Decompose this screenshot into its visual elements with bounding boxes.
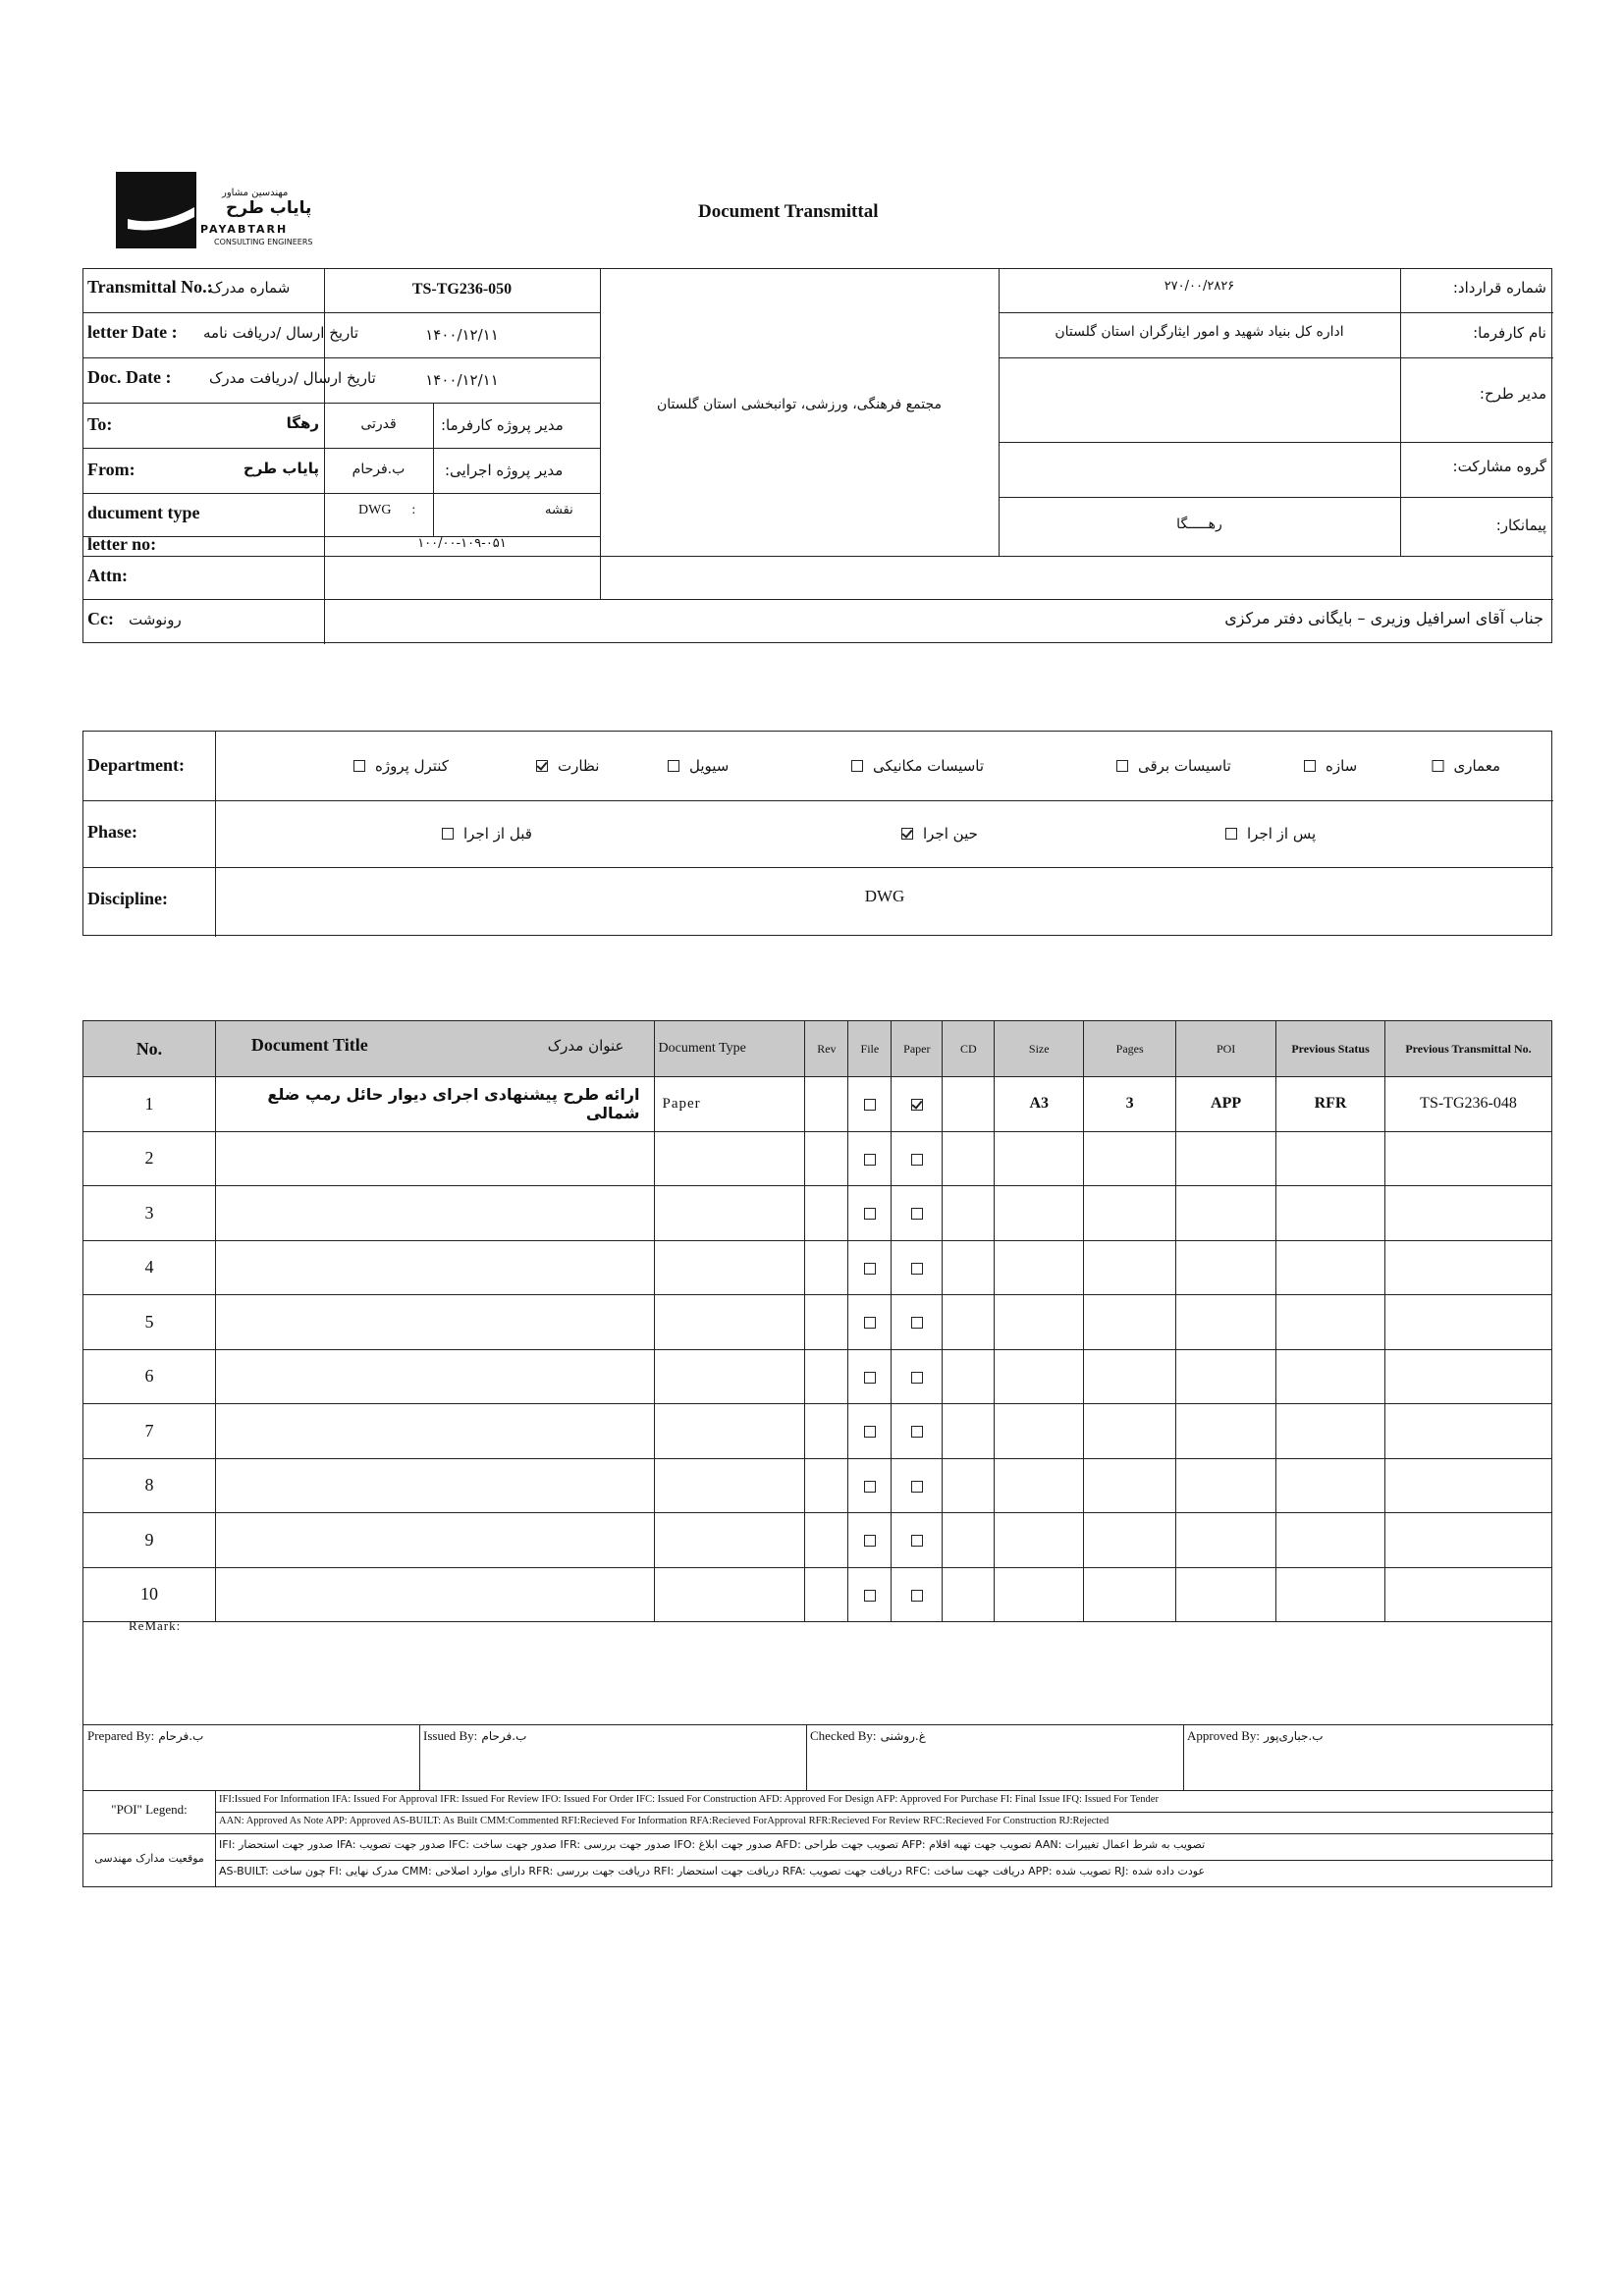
row-poi[interactable] [1176,1349,1276,1404]
doc-type-value: DWG : [358,503,416,517]
logo-fa-name: پایاب طرح [226,198,312,218]
row-file [848,1567,892,1622]
row-type[interactable] [654,1458,805,1513]
row-paper [892,1567,943,1622]
phase-option-before[interactable]: قبل از اجرا [442,800,532,867]
checkbox-icon[interactable] [864,1590,876,1602]
col-no: No. [83,1021,216,1077]
row-poi[interactable] [1176,1131,1276,1186]
row-file [848,1404,892,1459]
row-prev-transmittal[interactable] [1385,1513,1552,1568]
row-prev-transmittal[interactable] [1385,1295,1552,1350]
row-pages[interactable] [1084,1349,1176,1404]
doc-type-fa: نقشه [545,503,573,517]
checkbox-icon[interactable] [536,760,548,772]
checkbox-icon[interactable] [864,1263,876,1275]
page-title: Document Transmittal [698,201,879,222]
row-cd[interactable] [943,1404,995,1459]
status-legend-line1: IFI: صدور جهت استحضار IFA: صدور جهت تصویب IFC: صدور جهت ساخت IFR: صدور جهت بررسی IFO: صدور جهت ابلاغ AFD: تصویب جهت طراحی AFP: تصویب جهت تهیه اقلام AAN: تصویب به شرط اعمال تغییرات [219,1838,1206,1851]
row-title[interactable] [215,1458,654,1513]
contract-no-value: ۲۷۰/۰۰/۲۸۲۶ [1164,279,1235,294]
row-pages[interactable] [1084,1131,1176,1186]
col-prev-transmittal: Previous Transmittal No. [1385,1021,1552,1077]
remark-value[interactable] [241,1620,1517,1718]
row-prev-transmittal[interactable] [1385,1240,1552,1295]
cc-label-fa: رونوشت [129,611,182,628]
row-title[interactable] [215,1567,654,1622]
row-prev-transmittal[interactable] [1385,1349,1552,1404]
row-poi[interactable]: APP [1176,1077,1276,1132]
row-cd[interactable] [943,1186,995,1241]
from-label: From: [87,460,135,479]
row-no: 2 [83,1131,216,1186]
row-paper [892,1349,943,1404]
row-pages[interactable] [1084,1240,1176,1295]
row-rev[interactable] [805,1404,848,1459]
row-rev[interactable] [805,1513,848,1568]
phase-label: Phase: [87,822,137,842]
row-type[interactable] [654,1404,805,1459]
row-prev-transmittal[interactable] [1385,1458,1552,1513]
row-no: 3 [83,1186,216,1241]
logo-fa-small: مهندسین مشاور [222,188,289,198]
row-type[interactable] [654,1349,805,1404]
poi-legend-line1: IFI:Issued For Information IFA: Issued For Approval IFR: Issued For Review IFO: Issued For Order IFC: Issued For Construction AFD: Approved For Design AFP: Approved For Purchase FI: Final Issue IFQ: Issued For Tender [219,1794,1159,1805]
checkbox-icon[interactable] [911,1154,923,1166]
col-pages: Pages [1084,1021,1176,1077]
row-file [848,1077,892,1132]
row-paper [892,1240,943,1295]
col-size: Size [995,1021,1084,1077]
department-option-structure[interactable]: سازه [1304,732,1357,800]
from-value: پایاب طرح [243,460,319,477]
row-file [848,1458,892,1513]
letter-no-label: letter no: [87,534,157,554]
row-prev-transmittal[interactable] [1385,1131,1552,1186]
row-no: 8 [83,1458,216,1513]
checkbox-icon[interactable] [911,1481,923,1493]
checkbox-icon[interactable] [864,1317,876,1329]
row-paper [892,1186,943,1241]
checkbox-icon[interactable] [864,1426,876,1438]
logo-en-sub: CONSULTING ENGINEERS [214,238,313,246]
row-prev-status[interactable] [1276,1513,1385,1568]
row-file [848,1513,892,1568]
checkbox-icon[interactable] [911,1208,923,1220]
row-pages[interactable] [1084,1513,1176,1568]
row-file [848,1240,892,1295]
checkbox-icon[interactable] [911,1426,923,1438]
row-size[interactable] [995,1567,1084,1622]
client-pm-label: مدیر پروژه کارفرما: [441,416,564,434]
row-poi[interactable] [1176,1295,1276,1350]
documents-table [82,1020,1552,1622]
row-poi[interactable] [1176,1458,1276,1513]
row-size[interactable] [995,1240,1084,1295]
phase-options [216,800,1553,867]
row-cd[interactable] [943,1295,995,1350]
checkbox-icon[interactable] [911,1099,923,1111]
row-prev-status[interactable] [1276,1186,1385,1241]
row-rev[interactable] [805,1240,848,1295]
row-cd[interactable] [943,1458,995,1513]
company-logo [116,172,322,250]
row-rev[interactable] [805,1458,848,1513]
table-row [83,1077,1552,1132]
col-rev: Rev [805,1021,848,1077]
col-poi: POI [1176,1021,1276,1077]
department-option-mechanical[interactable]: تاسیسات مکانیکی [851,732,984,800]
phase-option-after[interactable]: پس از اجرا [1225,800,1316,867]
checkbox-icon[interactable] [911,1535,923,1547]
row-poi[interactable] [1176,1567,1276,1622]
row-title[interactable] [215,1186,654,1241]
table-row [83,1186,1552,1241]
transmittal-no-value: TS-TG236-050 [411,281,513,298]
footer-block [82,1616,1552,1887]
col-prev-status: Previous Status [1276,1021,1385,1077]
doc-date-label-fa: تاریخ ارسال /دریافت مدرک [209,369,376,387]
exec-pm-label: مدیر پروژه اجرایی: [445,462,564,479]
row-size[interactable] [995,1295,1084,1350]
row-size[interactable] [995,1513,1084,1568]
row-no: 6 [83,1349,216,1404]
row-paper [892,1404,943,1459]
checkbox-icon[interactable] [911,1372,923,1384]
contractor-value: رهـــــگا [1176,517,1222,532]
partner-label: گروه مشارکت: [1452,458,1546,475]
table-row [83,1513,1552,1568]
doc-date-label: Doc. Date : [87,367,172,387]
issued-by: Issued By: ب.فرحام [423,1728,527,1743]
doc-type-label: ducument type [87,503,200,522]
row-rev[interactable] [805,1567,848,1622]
col-file: File [848,1021,892,1077]
row-rev[interactable] [805,1186,848,1241]
contract-no-label: شماره قرارداد: [1452,279,1546,297]
checkbox-icon[interactable] [911,1590,923,1602]
checkbox-icon[interactable] [864,1535,876,1547]
contractor-label: پیمانکار: [1495,517,1546,534]
row-rev[interactable] [805,1295,848,1350]
row-cd[interactable] [943,1240,995,1295]
row-type[interactable] [654,1513,805,1568]
attn-label: Attn: [87,566,128,585]
checkbox-icon[interactable] [864,1481,876,1493]
row-type[interactable] [654,1186,805,1241]
client-pm-name: قدرتی [360,416,397,432]
row-title[interactable] [215,1240,654,1295]
row-no: 4 [83,1240,216,1295]
row-rev[interactable] [805,1349,848,1404]
to-label: To: [87,414,113,434]
row-no: 7 [83,1404,216,1459]
row-size[interactable] [995,1404,1084,1459]
table-row [83,1131,1552,1186]
checkbox-icon[interactable] [1116,760,1128,772]
table-row [83,1240,1552,1295]
checked-by: Checked By: غ.روشنی [810,1728,926,1743]
row-poi[interactable] [1176,1513,1276,1568]
checkbox-icon[interactable] [911,1317,923,1329]
row-file [848,1349,892,1404]
row-paper [892,1295,943,1350]
row-file [848,1186,892,1241]
row-pages[interactable] [1084,1186,1176,1241]
row-cd[interactable] [943,1077,995,1132]
row-no: 10 [83,1567,216,1622]
row-paper [892,1458,943,1513]
status-legend-label: موقعیت مدارک مهندسی [94,1852,204,1865]
header-block [82,268,1552,643]
checkbox-icon[interactable] [1225,828,1237,840]
row-type[interactable] [654,1131,805,1186]
row-prev-transmittal[interactable] [1385,1567,1552,1622]
row-prev-status[interactable] [1276,1295,1385,1350]
row-prev-status[interactable] [1276,1349,1385,1404]
letter-date-label: letter Date : [87,322,178,342]
checkbox-icon[interactable] [353,760,365,772]
classification-block [82,731,1552,936]
row-poi[interactable] [1176,1404,1276,1459]
col-paper: Paper [892,1021,943,1077]
row-type[interactable] [654,1240,805,1295]
client-label: نام کارفرما: [1473,324,1546,342]
remark-label: ReMark: [129,1618,182,1633]
row-size[interactable] [995,1131,1084,1186]
row-type[interactable] [654,1567,805,1622]
designer-label: مدیر طرح: [1479,385,1546,403]
row-cd[interactable] [943,1567,995,1622]
checkbox-icon[interactable] [864,1099,876,1111]
row-pages[interactable] [1084,1404,1176,1459]
department-option-supervision[interactable]: نظارت [536,732,599,800]
checkbox-icon[interactable] [668,760,679,772]
client-value: اداره کل بنیاد شهید و امور ایثارگران استان گلستان [1055,324,1344,340]
department-option-civil[interactable]: سیویل [668,732,729,800]
row-file [848,1131,892,1186]
row-pages[interactable] [1084,1567,1176,1622]
discipline-label: Discipline: [87,889,169,908]
row-size[interactable]: A3 [995,1077,1084,1132]
row-poi[interactable] [1176,1186,1276,1241]
checkbox-icon[interactable] [851,760,863,772]
department-option-architecture[interactable]: معماری [1433,732,1501,800]
row-pages[interactable] [1084,1458,1176,1513]
phase-option-during[interactable]: حین اجرا [901,800,978,867]
table-row [83,1349,1552,1404]
cc-label: Cc: [87,609,114,628]
approved-by: Approved By: ب.جباری‌پور [1187,1728,1324,1743]
row-paper [892,1077,943,1132]
table-row [83,1404,1552,1459]
checkbox-icon[interactable] [1433,760,1444,772]
row-file [848,1295,892,1350]
checkbox-icon[interactable] [864,1372,876,1384]
row-prev-status[interactable] [1276,1458,1385,1513]
transmittal-no-label: Transmittal No.: [87,277,213,297]
row-size[interactable] [995,1186,1084,1241]
row-prev-transmittal[interactable]: TS-TG236-048 [1385,1077,1552,1132]
row-rev[interactable] [805,1131,848,1186]
table-row [83,1295,1552,1350]
row-prev-status[interactable]: RFR [1276,1077,1385,1132]
status-legend-line2: AS-BUILT: چون ساخت FI: مدرک نهایی CMM: دارای موارد اصلاحی RFR: دریافت جهت بررسی RFI: دریافت جهت استحضار RFA: دریافت جهت تصویب RFC: دریافت جهت ساخت APP: تصویب شده RJ: عودت داده شده [219,1865,1206,1877]
department-option-project-control[interactable]: کنترل پروژه [353,732,449,800]
row-prev-status[interactable] [1276,1240,1385,1295]
logo-mark-icon [116,172,196,248]
exec-pm-name: ب.فرحام [352,462,406,477]
row-title[interactable] [215,1295,654,1350]
row-size[interactable] [995,1349,1084,1404]
row-cd[interactable] [943,1131,995,1186]
transmittal-no-label-fa: شماره مدرک [209,279,291,297]
row-poi[interactable] [1176,1240,1276,1295]
row-pages[interactable]: 3 [1084,1077,1176,1132]
row-size[interactable] [995,1458,1084,1513]
row-paper [892,1513,943,1568]
poi-legend-line2: AAN: Approved As Note APP: Approved AS-BUILT: As Built CMM:Commented RFI:Recieved For Information RFA:Recieved ForApproval RFR:Recieved For Review RFC:Recieved For Construction RJ:Rejected [219,1816,1110,1826]
row-type[interactable]: Paper [654,1077,805,1132]
row-cd[interactable] [943,1513,995,1568]
department-options [216,732,1553,800]
row-prev-status[interactable] [1276,1131,1385,1186]
row-no: 9 [83,1513,216,1568]
col-title: Document Title عنوان مدرک [215,1021,654,1077]
table-row [83,1458,1552,1513]
poi-legend-label: "POI" Legend: [111,1802,188,1817]
row-prev-transmittal[interactable] [1385,1186,1552,1241]
letter-no-value: ۱۰۰/۰۰-۱۰۹-۰۵۱ [417,536,507,551]
project-name: مجتمع فرهنگی، ورزشی، توانبخشی استان گلستان [657,397,942,412]
logo-en-name: PAYABTARH [200,223,289,236]
checkbox-icon[interactable] [864,1154,876,1166]
row-paper [892,1131,943,1186]
row-no: 1 [83,1077,216,1132]
row-rev[interactable] [805,1077,848,1132]
checkbox-icon[interactable] [442,828,454,840]
row-title[interactable] [215,1404,654,1459]
row-prev-status[interactable] [1276,1567,1385,1622]
discipline-value: DWG [864,887,905,905]
row-pages[interactable] [1084,1295,1176,1350]
checkbox-icon[interactable] [911,1263,923,1275]
col-cd: CD [943,1021,995,1077]
row-cd[interactable] [943,1349,995,1404]
table-header-row [83,1021,1552,1077]
row-title[interactable] [215,1349,654,1404]
row-title[interactable] [215,1513,654,1568]
letter-date-label-fa: تاریخ ارسال /دریافت نامه [203,324,359,342]
row-prev-transmittal[interactable] [1385,1404,1552,1459]
checkbox-icon[interactable] [1304,760,1316,772]
department-option-electrical[interactable]: تاسیسات برقی [1116,732,1231,800]
prepared-by: Prepared By: ب.فرحام [87,1728,204,1743]
table-row [83,1567,1552,1622]
to-value: رهگا [286,414,319,432]
department-label: Department: [87,755,185,775]
checkbox-icon[interactable] [901,828,913,840]
row-type[interactable] [654,1295,805,1350]
letter-date-value: ۱۴۰۰/۱۲/۱۱ [425,326,499,344]
row-no: 5 [83,1295,216,1350]
cc-value: جناب آقای اسرافیل وزیری – بایگانی دفتر مرکزی [1224,609,1543,627]
row-prev-status[interactable] [1276,1404,1385,1459]
row-title[interactable]: ارائه طرح پیشنهادی اجرای دیوار حائل رمپ ضلع شمالی [215,1077,654,1132]
checkbox-icon[interactable] [864,1208,876,1220]
col-type: Document Type [654,1021,805,1077]
row-title[interactable] [215,1131,654,1186]
doc-date-value: ۱۴۰۰/۱۲/۱۱ [425,371,499,389]
